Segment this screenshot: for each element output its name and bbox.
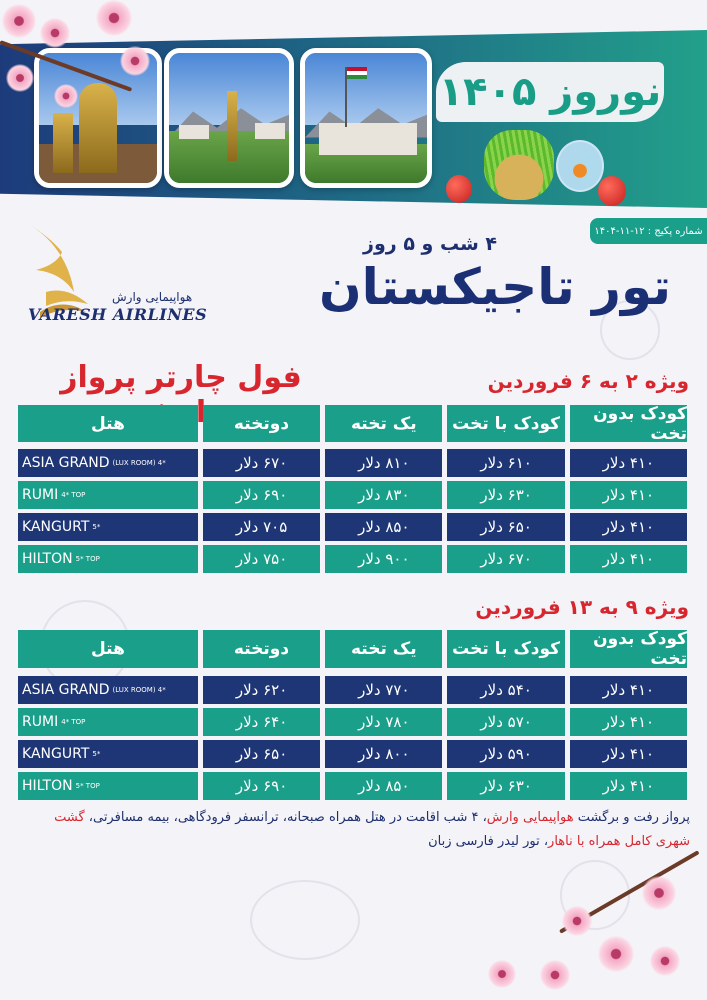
hotel-cell [18, 449, 198, 477]
table-row [18, 676, 687, 704]
blossom-icon [6, 64, 34, 92]
hotel-grade: 5* [92, 750, 101, 758]
price-cell: ۶۳۰ دلار [447, 772, 564, 800]
column-header: دوتخته [203, 630, 320, 668]
tour-photo-palace [300, 48, 432, 188]
package-number: شماره پکیج : ۱۲-۱۱-۱۴۰۴ [590, 218, 707, 244]
hotel-grade: (LUX ROOM) 4* [112, 686, 166, 694]
table-header [18, 405, 687, 442]
services-text: پرواز رفت و برگشت [577, 810, 690, 825]
hotel-name: RUMI [22, 714, 59, 730]
price-cell: ۴۱۰ دلار [570, 545, 687, 573]
column-header: کودک با تخت [447, 405, 564, 442]
price-cell: ۶۵۰ دلار [203, 740, 320, 768]
logo-name-fa: هواپیمایی وارش [112, 290, 193, 304]
price-cell: ۶۵۰ دلار [447, 513, 564, 541]
hotel-grade: 4* TOP [61, 491, 86, 499]
apple-icon [446, 175, 472, 203]
price-cell: ۶۱۰ دلار [447, 449, 564, 477]
tour-title: تور تاجیکستان [318, 258, 672, 316]
hotel-name: ASIA GRAND [22, 682, 110, 698]
services-description [18, 806, 690, 854]
hotel-grade: 5* TOP [75, 555, 100, 563]
hotel-grade: 5* TOP [75, 782, 100, 790]
hotel-name: RUMI [22, 487, 59, 503]
price-cell: ۸۵۰ دلار [325, 513, 442, 541]
price-cell: ۴۱۰ دلار [570, 740, 687, 768]
table-row [18, 740, 687, 768]
blossom-icon [40, 18, 70, 48]
price-cell: ۴۱۰ دلار [570, 513, 687, 541]
services-airline: هواپیمایی وارش [486, 810, 574, 825]
price-cell: ۵۷۰ دلار [447, 708, 564, 736]
blossom-icon [2, 4, 36, 38]
blossom-icon [488, 960, 516, 988]
price-cell: ۹۰۰ دلار [325, 545, 442, 573]
services-city-tour: گشت شهری کامل همراه با ناهار [54, 810, 690, 849]
blossom-icon [562, 906, 592, 936]
charter-label: فول چارتر پرواز [60, 360, 302, 395]
price-cell: ۶۴۰ دلار [203, 708, 320, 736]
column-header: یک تخته [325, 630, 442, 668]
price-cell: ۶۷۰ دلار [203, 449, 320, 477]
hotel-name: HILTON [22, 551, 73, 567]
hotel-cell [18, 740, 198, 768]
price-cell: ۷۸۰ دلار [325, 708, 442, 736]
hotel-name: KANGURT [22, 746, 90, 762]
price-cell: ۵۴۰ دلار [447, 676, 564, 704]
price-cell: ۶۲۰ دلار [203, 676, 320, 704]
table-row [18, 772, 687, 800]
table-row [18, 481, 687, 509]
table-row [18, 449, 687, 477]
price-cell: ۸۵۰ دلار [325, 772, 442, 800]
price-cell: ۷۰۵ دلار [203, 513, 320, 541]
column-header: هتل [18, 630, 198, 668]
background-doodle [250, 880, 360, 960]
column-header: کودک با تخت [447, 630, 564, 668]
blossom-icon [540, 960, 570, 990]
price-cell: ۷۷۰ دلار [325, 676, 442, 704]
hotel-cell [18, 481, 198, 509]
hotel-name: KANGURT [22, 519, 90, 535]
hotel-name: HILTON [22, 778, 73, 794]
price-cell: ۴۱۰ دلار [570, 449, 687, 477]
blossom-icon [96, 0, 132, 36]
hotel-cell [18, 772, 198, 800]
logo-name-en: VARESH AIRLINES [28, 305, 208, 324]
price-table [18, 630, 687, 800]
price-cell: ۴۱۰ دلار [570, 481, 687, 509]
column-header: دوتخته [203, 405, 320, 442]
column-header: یک تخته [325, 405, 442, 442]
price-table [18, 405, 687, 575]
price-cell: ۴۱۰ دلار [570, 708, 687, 736]
column-header: کودک بدون تخت [570, 405, 687, 442]
services-text: ، تور لیدر فارسی زبان [428, 834, 549, 849]
table-row [18, 708, 687, 736]
hotel-name: ASIA GRAND [22, 455, 110, 471]
period-title: ویژه ۹ به ۱۳ فروردین [475, 595, 689, 619]
table-row [18, 513, 687, 541]
price-cell: ۸۳۰ دلار [325, 481, 442, 509]
table-row [18, 545, 687, 573]
hotel-cell [18, 708, 198, 736]
price-cell: ۵۹۰ دلار [447, 740, 564, 768]
column-header: هتل [18, 405, 198, 442]
tour-duration: ۴ شب و ۵ روز [363, 233, 497, 255]
sabzeh-icon [484, 130, 554, 200]
hotel-grade: (LUX ROOM) 4* [112, 459, 166, 467]
price-cell: ۸۱۰ دلار [325, 449, 442, 477]
price-cell: ۶۹۰ دلار [203, 481, 320, 509]
price-cell: ۶۷۰ دلار [447, 545, 564, 573]
hotel-cell [18, 676, 198, 704]
hotel-cell [18, 545, 198, 573]
price-cell: ۶۳۰ دلار [447, 481, 564, 509]
blossom-icon [54, 84, 78, 108]
blossom-icon [120, 46, 150, 76]
blossom-icon [642, 876, 676, 910]
hotel-grade: 5* [92, 523, 101, 531]
banner-title: نوروز ۱۴۰۵ [436, 62, 664, 122]
price-cell: ۶۹۰ دلار [203, 772, 320, 800]
tour-photo-city [164, 48, 294, 188]
services-text: ، ۴ شب اقامت در هتل همراه صبحانه، ترانسفر فرودگاهی، بیمه مسافرتی، [88, 810, 487, 825]
goldfish-bowl-icon [556, 140, 604, 192]
hotel-grade: 4* TOP [61, 718, 86, 726]
period-title: ویژه ۲ به ۶ فروردین [487, 369, 689, 393]
table-header [18, 630, 687, 668]
apple-icon [598, 176, 626, 206]
price-cell: ۷۵۰ دلار [203, 545, 320, 573]
hotel-cell [18, 513, 198, 541]
blossom-icon [650, 946, 680, 976]
price-cell: ۴۱۰ دلار [570, 772, 687, 800]
price-cell: ۸۰۰ دلار [325, 740, 442, 768]
column-header: کودک بدون تخت [570, 630, 687, 668]
blossom-icon [598, 936, 634, 972]
price-cell: ۴۱۰ دلار [570, 676, 687, 704]
